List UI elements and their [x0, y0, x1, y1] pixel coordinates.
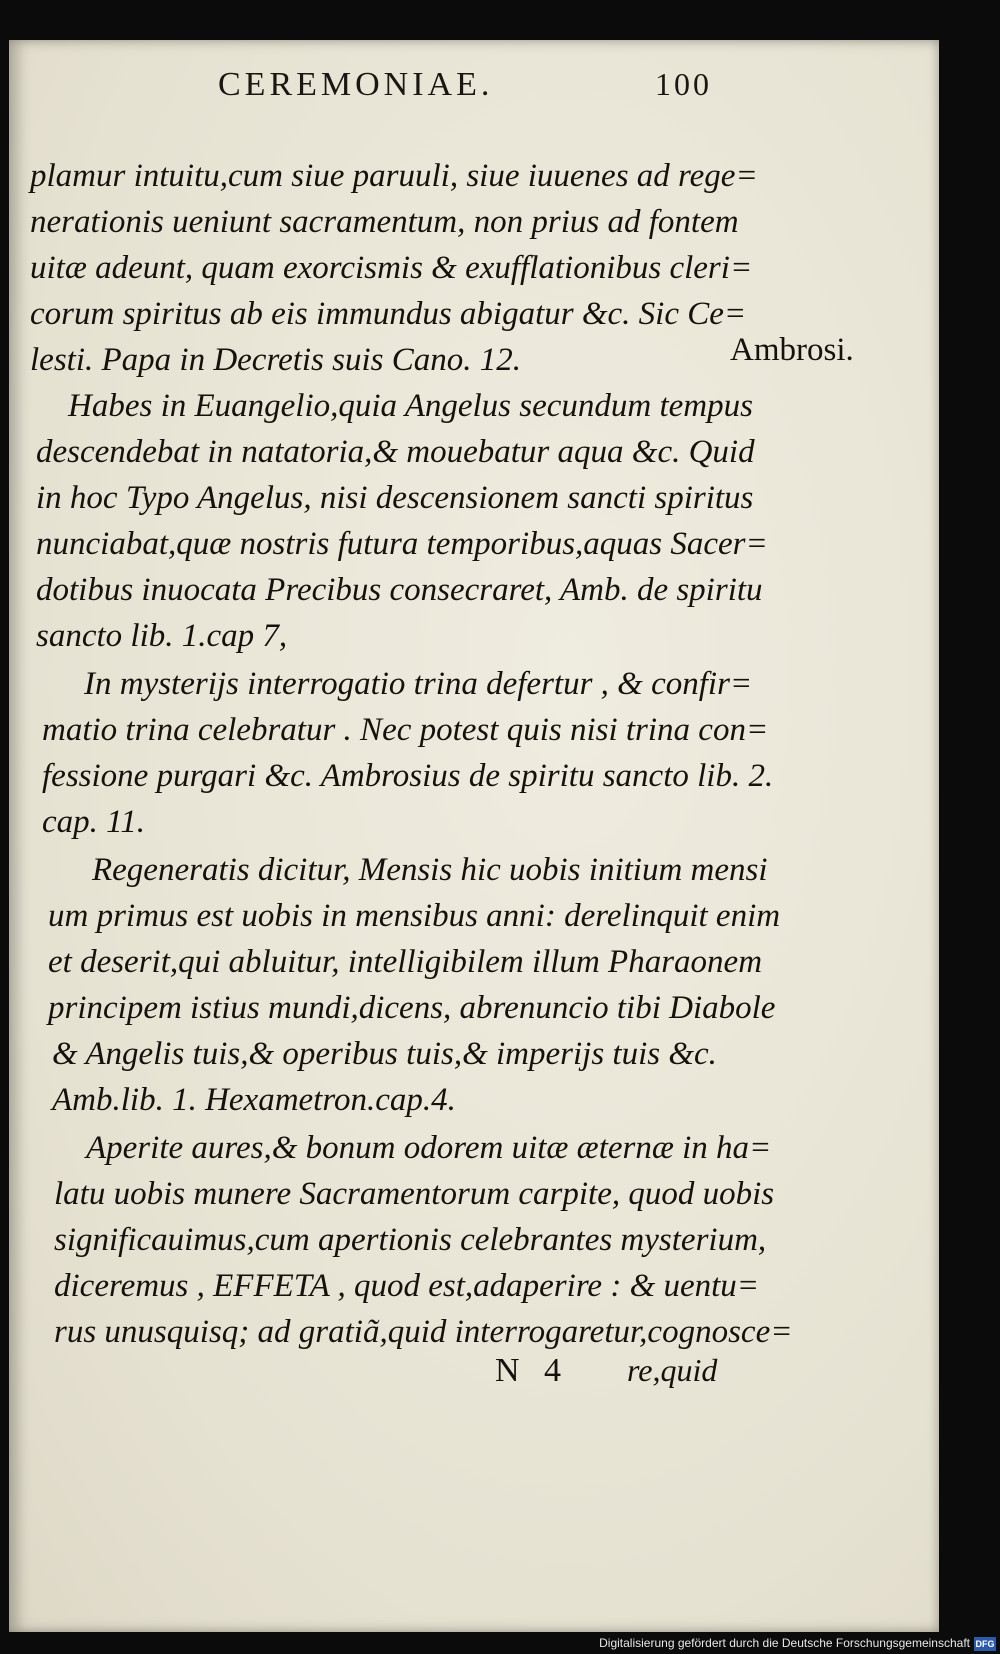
text-line: Regeneratis dicitur, Mensis hic uobis initium mensi [92, 852, 768, 888]
text-line: descendebat in natatoria,& mouebatur aqua &c. Quid [36, 434, 755, 470]
text-line: Amb.lib. 1. Hexametron.cap.4. [52, 1082, 456, 1118]
text-line: sancto lib. 1.cap 7, [36, 618, 288, 654]
text-line: & Angelis tuis,& operibus tuis,& imperijs tuis &c. [52, 1036, 717, 1072]
text-line: cap. 11. [42, 804, 145, 840]
text-line: rus unusquisq; ad gratiã,quid interrogaretur,cognosce= [54, 1314, 793, 1350]
text-line: matio trina celebratur . Nec potest quis nisi trina con= [42, 712, 769, 748]
text-line: lesti. Papa in Decretis suis Cano. 12. [30, 342, 522, 378]
page-number: 100 [655, 66, 712, 102]
catchword: re,quid [627, 1352, 718, 1388]
running-head [0, 66, 1000, 116]
text-line: diceremus , EFFETA , quod est,adaperire : & uentu= [54, 1268, 760, 1304]
text-line: nunciabat,quæ nostris futura temporibus,aquas Sacer= [36, 526, 768, 562]
text-line: principem istius mundi,dicens, abrenuncio tibi Diabole [48, 990, 776, 1026]
text-line: in hoc Typo Angelus, nisi descensionem sancti spiritus [36, 480, 754, 516]
text-line: um primus est uobis in mensibus anni: derelinquit enim [48, 898, 781, 934]
text-line: corum spiritus ab eis immundus abigatur &c. Sic Ce= [30, 296, 747, 332]
text-line: nerationis ueniunt sacramentum, non prius ad fontem [30, 204, 739, 240]
funding-credit: Digitalisierung gefördert durch die Deutsche Forschungsgemeinschaft [599, 1636, 970, 1650]
text-line: plamur intuitu,cum siue paruuli, siue iuuenes ad rege= [30, 158, 758, 194]
text-line: dotibus inuocata Precibus consecraret, Amb. de spiritu [36, 572, 763, 608]
running-head-title: CEREMONIAE. [218, 66, 494, 103]
text-line: Aperite aures,& bonum odorem uitæ æternæ in ha= [86, 1130, 772, 1166]
text-line: significauimus,cum apertionis celebrantes mysterium, [54, 1222, 767, 1258]
text-line: Habes in Euangelio,quia Angelus secundum tempus [68, 388, 753, 424]
text-line: uitæ adeunt, quam exorcismis & exufflationibus cleri= [30, 250, 753, 286]
dfg-logo-icon: DFG [975, 1639, 995, 1649]
text-line: In mysterijs interrogatio trina defertur , & confir= [84, 666, 753, 702]
text-line: et deserit,qui abluitur, intelligibilem illum Pharaonem [48, 944, 763, 980]
text-line: latu uobis munere Sacramentorum carpite, quod uobis [54, 1176, 775, 1212]
marginal-note: Ambrosi. [730, 332, 854, 368]
text-line: fessione purgari &c. Ambrosius de spiritu sancto lib. 2. [42, 758, 774, 794]
signature-mark: N 4 [495, 1352, 570, 1389]
footer-bar [0, 1632, 1000, 1654]
